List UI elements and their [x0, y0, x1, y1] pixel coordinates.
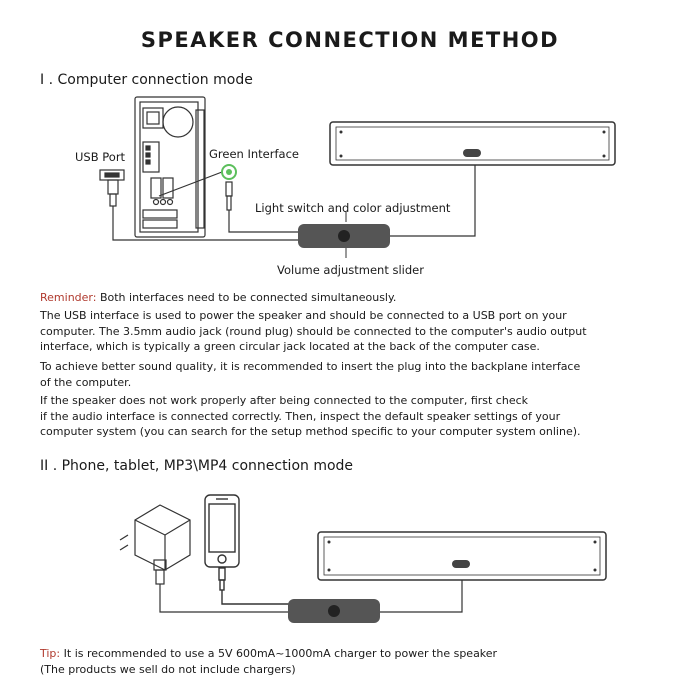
volume-controller [288, 580, 462, 623]
page-title: SPEAKER CONNECTION METHOD [140, 28, 560, 52]
paragraph-sound-quality [40, 359, 660, 390]
tip-footnote: (The products we sell do not include chargers) [40, 662, 296, 676]
paragraph-line: computer. The 3.5mm audio jack (round plug) should be connected to the computer's audio output [40, 324, 587, 338]
paragraph-line: of the computer. [40, 375, 132, 389]
reminder-note [40, 290, 660, 306]
paragraph-line: if the audio interface is connected correctly. Then, inspect the default speaker settings of your [40, 409, 561, 423]
reminder-label: Reminder: [40, 291, 97, 304]
speaker-bar [318, 532, 606, 580]
section-heading-computer: I . Computer connection mode [40, 72, 253, 88]
computer-tower [135, 97, 222, 237]
paragraph-troubleshoot [40, 393, 660, 440]
green-audio-jack [222, 165, 300, 232]
paragraph-line: computer system (you can search for the setup method specific to your computer system online). [40, 425, 581, 438]
section-heading-phone: II . Phone, tablet, MP3\MP4 connection mode [40, 458, 354, 474]
tip-text: It is recommended to use a 5V 600mA~1000mA charger to power the speaker [60, 647, 498, 660]
light-switch-label: Light switch and color adjustment [255, 201, 451, 215]
speaker-bar [330, 122, 615, 165]
tip-label: Tip: [40, 647, 61, 660]
phone-device [205, 495, 290, 604]
paragraph-line: If the speaker does not work properly after being connected to the computer, first check [40, 394, 529, 407]
tip-note [40, 646, 660, 677]
phone-connection-diagram [0, 490, 700, 635]
green-interface-label: Green Interface [209, 147, 299, 161]
paragraph-usb-audio [40, 308, 660, 355]
usb-port-label: USB Port [75, 150, 126, 164]
paragraph-line: interface, which is typically a green circular jack located at the back of the computer case. [40, 340, 540, 353]
volume-slider-label: Volume adjustment slider [277, 263, 424, 277]
reminder-text: Both interfaces need to be connected simultaneously. [96, 291, 397, 304]
computer-connection-diagram [0, 90, 700, 285]
paragraph-line: The USB interface is used to power the speaker and should be connected to a USB port on your [40, 309, 567, 322]
paragraph-line: To achieve better sound quality, it is recommended to insert the plug into the backplane interface [40, 360, 581, 373]
